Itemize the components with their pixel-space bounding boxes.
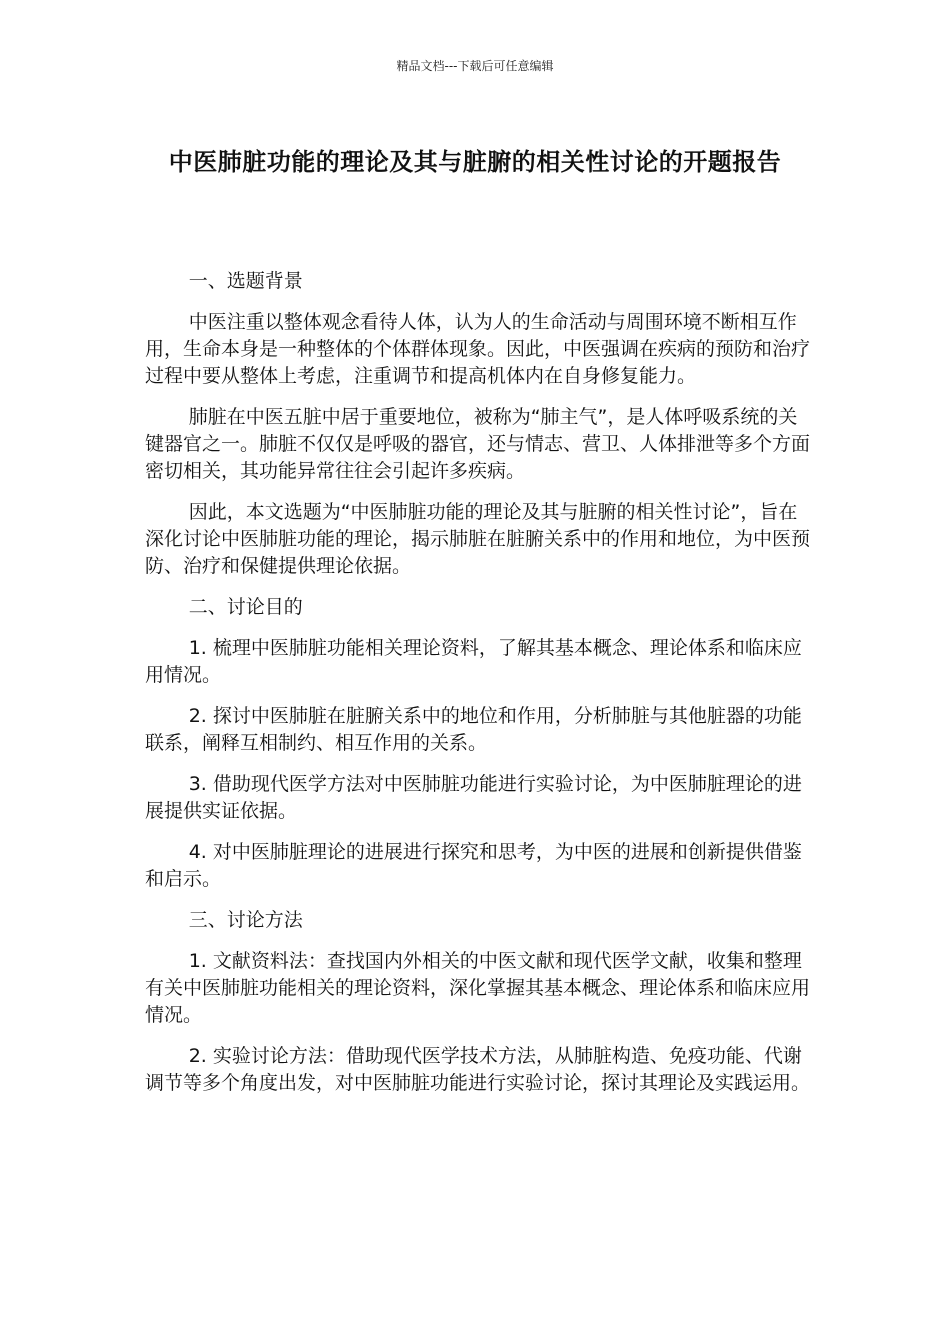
- section-heading-background: 一、选题背景: [188, 270, 303, 292]
- purpose-item-3: 3. 借助现代医学方法对中医肺脏功能进行实验讨论，为中医肺脏理论的进展提供实证依据。: [145, 773, 802, 822]
- purpose-item-1: 1. 梳理中医肺脏功能相关理论资料，了解其基本概念、理论体系和临床应用情况。: [145, 637, 802, 686]
- section-heading-purpose: 二、讨论目的: [188, 596, 303, 618]
- method-item-1: 1. 文献资料法：查找国内外相关的中医文献和现代医学文献，收集和整理有关中医肺脏功能相关的理论资料，深化掌握其基本概念、理论体系和临床应用情况。: [145, 950, 811, 1026]
- method-item-2: 2. 实验讨论方法：借助现代医学技术方法，从肺脏构造、免疫功能、代谢调节等多个角度出发，对中医肺脏功能进行实验讨论，探讨其理论及实践运用。: [145, 1045, 811, 1094]
- purpose-item-2: 2. 探讨中医肺脏在脏腑关系中的地位和作用，分析肺脏与其他脏器的功能联系，阐释互相制约、相互作用的关系。: [145, 705, 802, 754]
- paragraph-background-2: 肺脏在中医五脏中居于重要地位，被称为“肺主气”，是人体呼吸系统的关键器官之一。肺脏不仅仅是呼吸的器官，还与情志、营卫、人体排泄等多个方面密切相关，其功能异常往往会引起许多疾病。: [145, 406, 811, 482]
- document-title: 中医肺脏功能的理论及其与脏腑的相关性讨论的开题报告: [168, 148, 782, 176]
- page-header-note: 精品文档---下载后可任意编辑: [396, 59, 554, 73]
- document-body: [145, 268, 810, 1111]
- paragraph-background-3: 因此，本文选题为“中医肺脏功能的理论及其与脏腑的相关性讨论”，旨在深化讨论中医肺脏功能的理论，揭示肺脏在脏腑关系中的作用和地位，为中医预防、治疗和保健提供理论依据。: [145, 501, 811, 577]
- section-heading-methods: 三、讨论方法: [188, 909, 303, 931]
- paragraph-background-1: 中医注重以整体观念看待人体，认为人的生命活动与周围环境不断相互作用，生命本身是一种整体的个体群体现象。因此，中医强调在疾病的预防和治疗过程中要从整体上考虑，注重调节和提高机体内在自身修复能力。: [145, 311, 811, 387]
- purpose-item-4: 4. 对中医肺脏理论的进展进行探究和思考，为中医的进展和创新提供借鉴和启示。: [145, 841, 802, 890]
